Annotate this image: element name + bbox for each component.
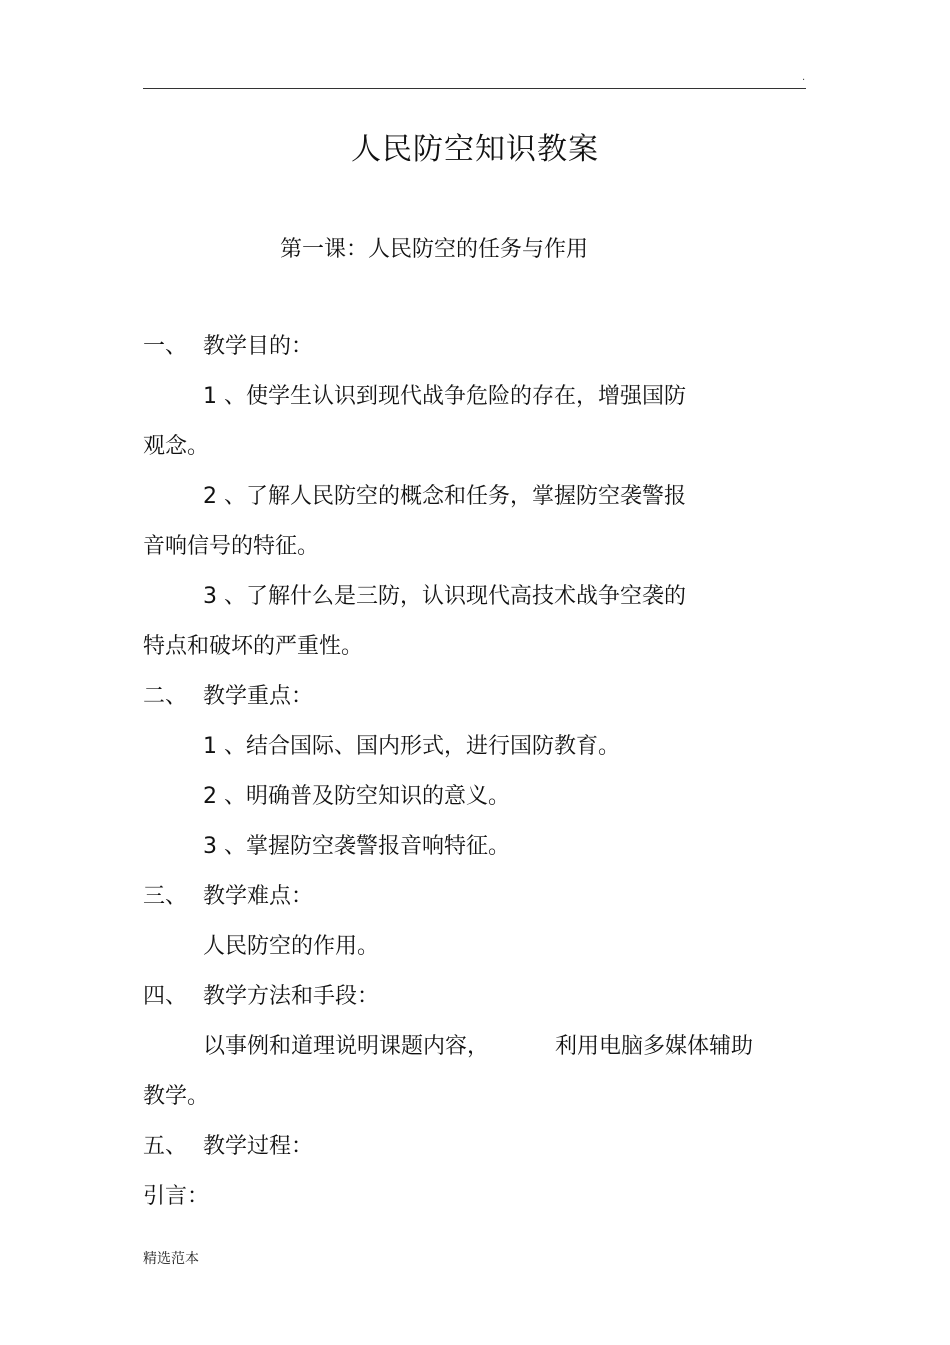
method-part-2: 利用电脑多媒体辅助 <box>555 1034 754 1059</box>
section-title: 教学过程： <box>203 1134 314 1159</box>
section-number: 一、 <box>143 334 188 359</box>
difficulty-text: 人民防空的作用。 <box>203 934 380 959</box>
goal-item-2: 2 、了解人民防空的概念和任务，掌握防空袭警报 <box>203 484 686 509</box>
section-heading-difficulty <box>143 882 313 912</box>
key-point-2: 2 、明确普及防空知识的意义。 <box>203 784 510 809</box>
section-number: 四、 <box>143 984 188 1009</box>
goal-item-3: 3 、了解什么是三防，认识现代高技术战争空袭的 <box>203 584 686 609</box>
goal-item-1: 1 、使学生认识到现代战争危险的存在，增强国防 <box>203 384 686 409</box>
section-heading-method <box>143 982 379 1012</box>
key-point-1: 1 、结合国际、国内形式，进行国防教育。 <box>203 734 620 759</box>
section-number: 三、 <box>143 884 188 909</box>
header-rule <box>143 88 806 89</box>
section-heading-process <box>143 1132 313 1162</box>
method-text <box>203 1032 753 1062</box>
key-point-3: 3 、掌握防空袭警报音响特征。 <box>203 834 510 859</box>
document-title: 人民防空知识教案 <box>351 132 599 167</box>
section-title: 教学目的： <box>203 334 314 359</box>
section-heading-key-points <box>143 682 313 712</box>
section-title: 教学重点： <box>203 684 314 709</box>
footer-watermark: 精选范本 <box>143 1251 199 1267</box>
section-heading-goals <box>143 332 313 362</box>
lesson-subtitle: 第一课：人民防空的任务与作用 <box>280 237 589 262</box>
section-number: 五、 <box>143 1134 188 1159</box>
intro-label: 引言： <box>143 1184 210 1209</box>
goal-item-1-cont: 观念。 <box>143 434 210 459</box>
section-title: 教学方法和手段： <box>203 984 380 1009</box>
goal-item-2-cont: 音响信号的特征。 <box>143 534 320 559</box>
goal-item-3-cont: 特点和破坏的严重性。 <box>143 634 364 659</box>
section-number: 二、 <box>143 684 188 709</box>
header-mark: . <box>802 72 806 83</box>
method-text-cont: 教学。 <box>143 1084 210 1109</box>
method-part-1: 以事例和道理说明课题内容， <box>203 1034 490 1059</box>
section-title: 教学难点： <box>203 884 314 909</box>
